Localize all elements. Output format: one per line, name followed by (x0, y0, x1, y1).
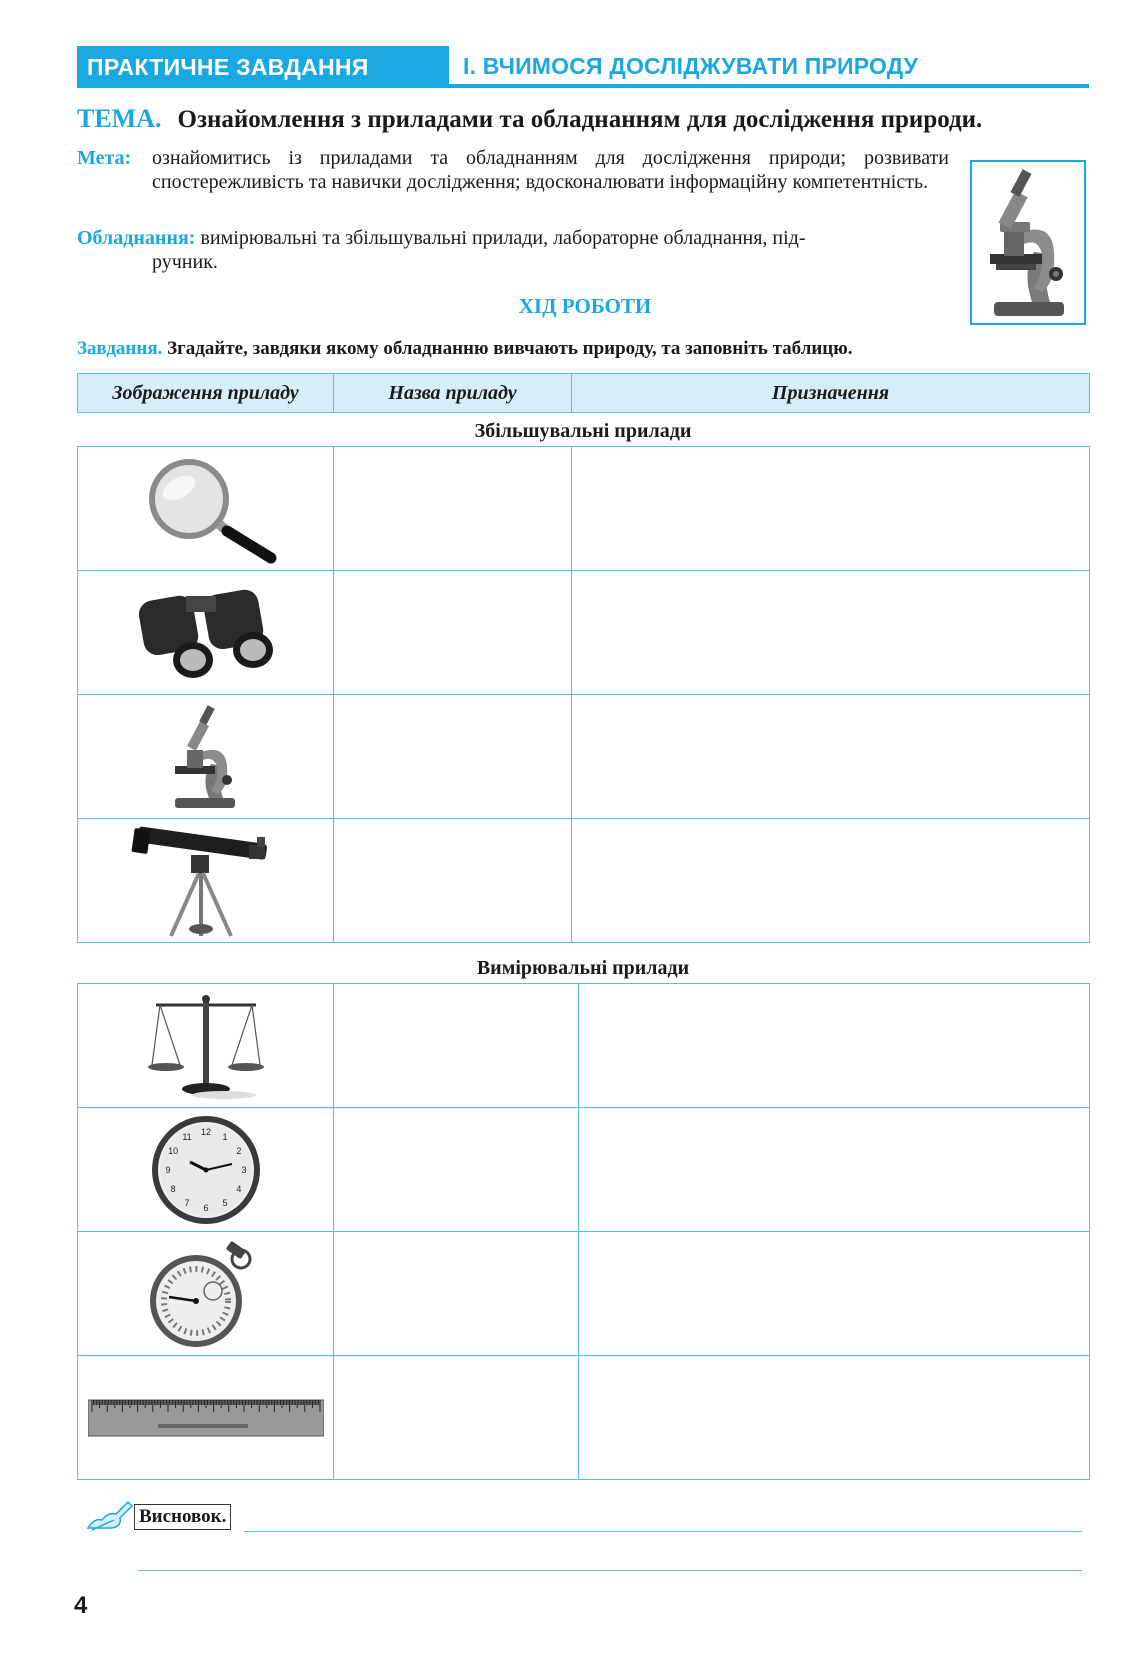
table-row (78, 447, 1090, 571)
clock-numeral: 6 (202, 1202, 209, 1213)
image-cell (78, 1356, 334, 1480)
microscope-icon (161, 702, 251, 812)
purpose-cell[interactable] (579, 1108, 1090, 1232)
name-cell[interactable] (334, 819, 572, 943)
measuring-devices-table (77, 983, 1090, 1480)
table-row (78, 984, 1090, 1108)
magnifying-devices-table (77, 446, 1090, 943)
section-header (77, 46, 1089, 88)
clock-numeral: 8 (170, 1183, 176, 1194)
measuring-devices-title: Вимірювальні прилади (476, 957, 690, 979)
goal-block (77, 146, 949, 194)
table-header (77, 373, 1090, 413)
image-cell (78, 1108, 334, 1232)
telescope-icon (131, 823, 281, 938)
table-row (78, 571, 1090, 695)
task-label: Завдання. (77, 338, 163, 359)
image-cell (78, 695, 334, 819)
goal-text: ознайомитись із приладами та обладнанням для дослідження природи; розвивати спостережливість та навички дослідження; вдосконалювати інформаційну компетентність. (152, 147, 949, 193)
image-cell (78, 819, 334, 943)
purpose-cell[interactable] (572, 447, 1090, 571)
equipment-text: вимірювальні та збільшувальні прилади, лабораторне обладнання, під- (200, 227, 806, 249)
clock-numeral: 2 (235, 1145, 241, 1156)
equipment-text-continued: ручник. (152, 251, 218, 273)
image-cell (78, 984, 334, 1108)
table-row (78, 695, 1090, 819)
topic-label: ТЕМА. (77, 104, 162, 133)
ruler-icon (88, 1398, 324, 1438)
purpose-cell[interactable] (572, 819, 1090, 943)
clock-numeral: 7 (183, 1197, 190, 1208)
task-text: Згадайте, завдяки якому обладнанню вивчають природу, та заповніть таблицю. (167, 338, 853, 359)
topic-text: Ознайомлення з приладами та обладнанням для дослідження природи. (177, 106, 983, 133)
equipment-block (77, 226, 949, 274)
purpose-cell[interactable] (572, 571, 1090, 695)
procedure-title: ХІД РОБОТИ (518, 294, 652, 318)
table-row (78, 1232, 1090, 1356)
image-cell (78, 571, 334, 695)
microscope-illustration (970, 160, 1086, 325)
name-cell[interactable] (334, 695, 572, 819)
magnifying-glass-icon (131, 454, 281, 564)
table-row (78, 819, 1090, 943)
header-name: Назва приладу (334, 374, 572, 413)
name-cell[interactable] (334, 447, 572, 571)
topic-line (77, 104, 1092, 134)
image-cell (78, 447, 334, 571)
name-cell[interactable] (334, 1108, 579, 1232)
microscope-icon (972, 162, 1084, 323)
clock-numeral: 12 (200, 1126, 211, 1137)
binoculars-icon (131, 578, 281, 688)
page-number: 4 (74, 1592, 88, 1619)
header-chapter-title: І. ВЧИМОСЯ ДОСЛІДЖУВАТИ ПРИРОДУ (449, 46, 1089, 88)
name-cell[interactable] (334, 984, 579, 1108)
purpose-cell[interactable] (579, 984, 1090, 1108)
conclusion-block (84, 1502, 1089, 1532)
stopwatch-icon (141, 1239, 271, 1349)
clock-numeral: 1 (221, 1131, 228, 1142)
clock-numeral: 5 (221, 1197, 228, 1208)
header-practical-task: ПРАКТИЧНЕ ЗАВДАННЯ (77, 46, 449, 88)
clock-numeral: 9 (164, 1164, 171, 1175)
purpose-cell[interactable] (579, 1356, 1090, 1480)
task-line (77, 338, 853, 360)
pen-hand-icon (84, 1498, 136, 1532)
table-row (78, 1356, 1090, 1480)
balance-scale-icon (146, 991, 266, 1101)
purpose-cell[interactable] (579, 1232, 1090, 1356)
clock-numeral: 10 (167, 1145, 178, 1156)
goal-label: Мета: (77, 147, 132, 169)
purpose-cell[interactable] (572, 695, 1090, 819)
name-cell[interactable] (334, 1356, 579, 1480)
conclusion-answer-line-2[interactable] (138, 1570, 1082, 1571)
clock-numeral: 4 (235, 1183, 241, 1194)
image-cell (78, 1232, 334, 1356)
magnifying-devices-title: Збільшувальні прилади (474, 420, 692, 442)
equipment-label: Обладнання: (77, 227, 196, 249)
name-cell[interactable] (334, 571, 572, 695)
wall-clock-icon (149, 1113, 263, 1227)
clock-numeral: 3 (240, 1164, 247, 1175)
table-row (78, 1108, 1090, 1232)
header-purpose: Призначення (572, 374, 1090, 413)
name-cell[interactable] (334, 1232, 579, 1356)
header-image: Зображення приладу (78, 374, 334, 413)
conclusion-answer-line-1[interactable] (244, 1531, 1082, 1532)
conclusion-label: Висновок. (134, 1504, 231, 1530)
clock-numeral: 11 (181, 1131, 192, 1142)
